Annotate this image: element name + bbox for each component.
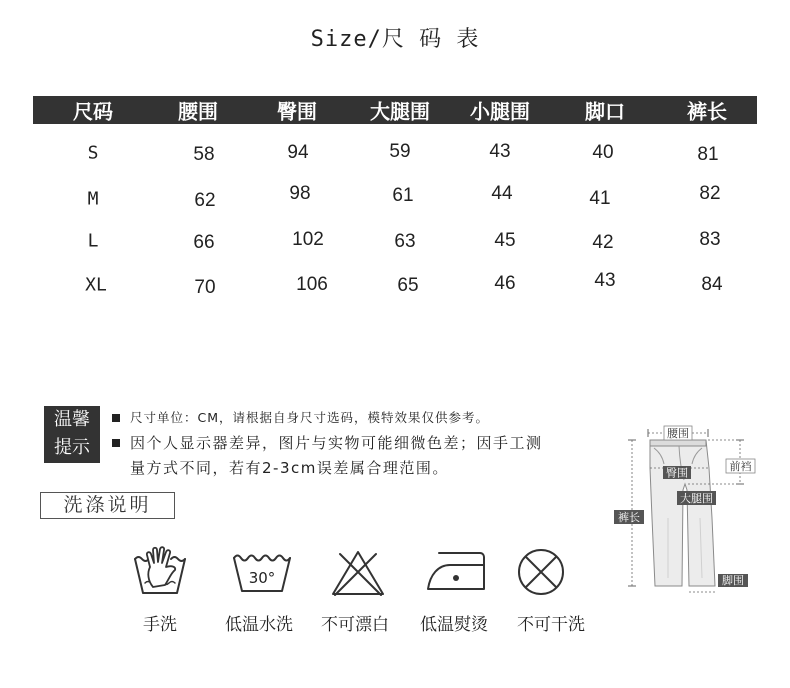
size-table-body <box>0 0 790 320</box>
tip-text-continued: 量方式不同，若有2-3cm误差属合理范围。 <box>130 459 449 477</box>
cell-hem: 40 <box>592 142 614 163</box>
header-size: 尺码 <box>73 99 113 124</box>
page-title: Size/尺 码 表 <box>310 27 480 52</box>
tips-badge-line: 提示 <box>54 437 90 458</box>
cell-hip: 98 <box>289 183 311 204</box>
care-item-low-temp-iron <box>404 543 504 633</box>
header-hip: 臀围 <box>277 99 317 124</box>
header-hem: 脚口 <box>585 99 625 124</box>
diagram-label-thigh: 大腿围 <box>680 492 713 505</box>
care-item-no-bleach <box>305 543 405 633</box>
no-dry-clean-icon <box>516 547 566 597</box>
cell-calf: 46 <box>494 273 516 294</box>
cell-hem: 42 <box>592 232 614 253</box>
cell-hip: 106 <box>296 274 328 295</box>
cell-length: 84 <box>701 274 723 295</box>
cell-hip: 94 <box>287 142 309 163</box>
diagram-label-hip: 臀围 <box>666 466 688 480</box>
cell-waist: 70 <box>194 277 216 298</box>
cell-calf: 43 <box>489 141 511 162</box>
wash-30-degrees-icon <box>231 550 293 594</box>
cell-length: 81 <box>697 144 719 165</box>
cell-size: L <box>87 230 99 252</box>
care-label: 低温水洗 <box>225 615 293 635</box>
header-length: 裤长 <box>687 99 727 124</box>
header-calf: 小腿围 <box>470 99 530 124</box>
tips-badge <box>44 406 100 463</box>
care-label: 不可漂白 <box>321 615 389 635</box>
low-temperature-iron-icon <box>424 549 488 593</box>
pants-measurement-icon <box>608 418 760 602</box>
cell-length: 83 <box>699 229 721 250</box>
tip-text: 因个人显示器差异，图片与实物可能细微色差；因手工测 <box>130 434 543 452</box>
diagram-label-length: 裤长 <box>618 511 640 524</box>
tip-text: 尺寸单位：CM，请根据自身尺寸选码，模特效果仅供参考。 <box>130 410 490 425</box>
care-item-low-temp-wash <box>209 543 309 633</box>
tips-badge-line: 温馨 <box>54 409 90 430</box>
cell-thigh: 63 <box>394 231 416 252</box>
care-item-no-dry-clean <box>501 543 601 633</box>
care-label: 手洗 <box>143 615 177 635</box>
bullet-square-icon <box>112 439 120 447</box>
cell-hip: 102 <box>292 229 324 250</box>
cell-hem: 43 <box>594 270 616 291</box>
cell-calf: 44 <box>491 183 513 204</box>
header-waist: 腰围 <box>178 99 218 124</box>
wash-temperature-text: 30° <box>248 569 276 587</box>
no-bleach-icon <box>330 548 386 598</box>
cell-calf: 45 <box>494 230 516 251</box>
cell-thigh: 65 <box>397 275 419 296</box>
cell-size: M <box>87 188 99 210</box>
cell-length: 82 <box>699 183 721 204</box>
cell-waist: 58 <box>193 144 215 165</box>
diagram-label-front-rise: 前裆 <box>729 460 752 473</box>
bullet-square-icon <box>112 414 120 422</box>
care-label: 低温熨烫 <box>420 615 488 635</box>
care-label: 不可干洗 <box>517 615 585 635</box>
diagram-label-hem: 脚围 <box>722 574 744 587</box>
cell-thigh: 59 <box>389 141 411 162</box>
cell-waist: 66 <box>193 232 215 253</box>
cell-waist: 62 <box>194 190 216 211</box>
cell-size: S <box>87 142 99 164</box>
hand-wash-icon <box>131 543 189 597</box>
header-thigh: 大腿围 <box>370 99 430 124</box>
diagram-label-waist: 腰围 <box>667 427 689 440</box>
cell-hem: 41 <box>589 188 611 209</box>
care-instructions-title: 洗涤说明 <box>40 492 175 519</box>
care-item-hand-wash <box>110 543 210 633</box>
cell-thigh: 61 <box>392 185 414 206</box>
cell-size: XL <box>85 274 107 296</box>
